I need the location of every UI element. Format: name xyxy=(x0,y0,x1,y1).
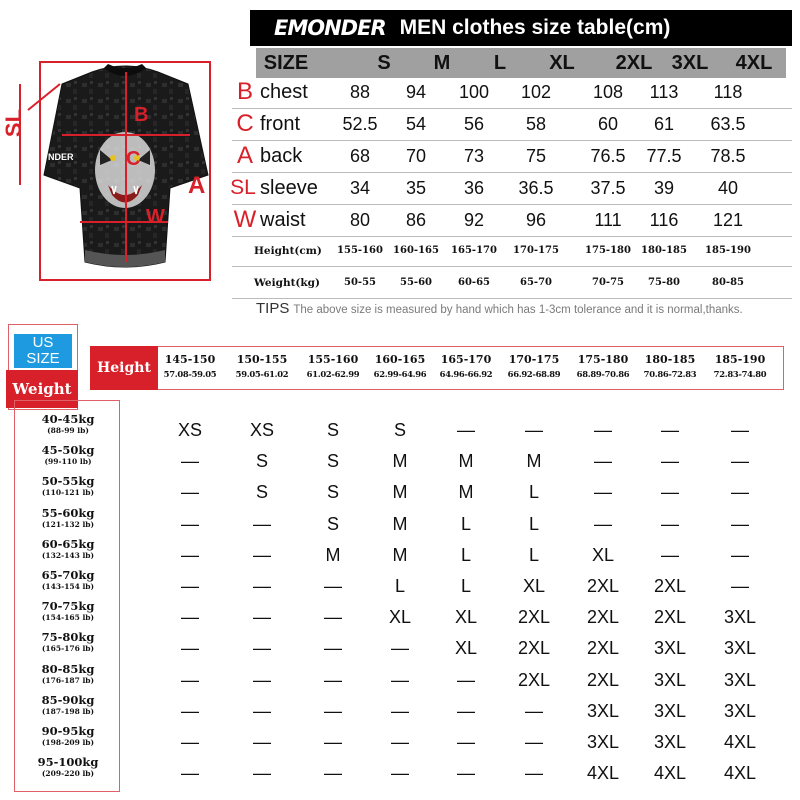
us-size-cell: 3XL xyxy=(586,732,620,752)
us-size-cell: — xyxy=(731,420,749,440)
us-size-cell: — xyxy=(594,420,612,440)
us-size-cell: — xyxy=(457,763,475,784)
measure-value: 39 xyxy=(653,178,675,198)
dimension-label-b: B xyxy=(134,104,149,126)
us-size-cell: — xyxy=(391,638,409,659)
weight-lb: (110-121 lb) xyxy=(41,488,95,498)
measure-value: 63.5 xyxy=(710,114,746,134)
us-size-cell: — xyxy=(253,638,271,659)
height-inch: 66.92-68.89 xyxy=(507,369,561,379)
us-size-cell: 3XL xyxy=(723,638,757,659)
height-cm: 185-190 xyxy=(714,353,766,366)
measure-value: 70 xyxy=(405,146,427,166)
us-size-cell: — xyxy=(391,669,409,690)
us-size-cell: — xyxy=(324,638,342,659)
row-value: 65-70 xyxy=(520,277,552,288)
us-size-cell: — xyxy=(731,576,749,596)
measure-value: 80 xyxy=(349,210,371,230)
us-size-cell: — xyxy=(391,763,409,784)
row-value: 50-55 xyxy=(344,277,376,288)
us-size-cell: 3XL xyxy=(653,638,687,659)
dimension-label-c: C xyxy=(126,148,141,170)
weight-lb: (154-165 lb) xyxy=(41,613,95,623)
weight-lb: (99-110 lb) xyxy=(44,457,92,467)
us-size-cell: L xyxy=(528,513,539,534)
us-size-cell: M xyxy=(526,451,542,472)
size-col-2xl: 2XL xyxy=(615,52,653,74)
measure-value: 96 xyxy=(525,210,547,230)
us-size-cell: — xyxy=(324,700,342,721)
weight-row-label xyxy=(18,506,118,530)
us-size-cell: — xyxy=(253,763,271,784)
height-inch: 62.99-64.96 xyxy=(373,369,427,379)
us-label: US xyxy=(32,334,54,351)
row-name: Weight(kg) xyxy=(254,277,320,289)
weight-lb: (209-220 lb) xyxy=(41,769,95,779)
row-value: 60-65 xyxy=(458,277,490,288)
measure-name: back xyxy=(260,145,303,167)
us-size-cell: — xyxy=(457,700,475,721)
us-size-cell: — xyxy=(253,669,271,690)
measure-value: 94 xyxy=(405,82,427,102)
jersey-graphic xyxy=(0,0,240,290)
size-col-l: L xyxy=(493,52,507,74)
measure-value: 75 xyxy=(525,146,547,166)
us-size-cell: — xyxy=(594,513,612,534)
us-size-cell: S xyxy=(326,420,339,440)
size-row-3 xyxy=(232,172,792,204)
weight-kg: 80-85kg xyxy=(41,661,95,676)
us-size-cell: M xyxy=(392,513,408,534)
row-value: 70-75 xyxy=(592,277,624,288)
weight-lb: (143-154 lb) xyxy=(41,582,95,591)
height-cm: 180-185 xyxy=(644,353,696,366)
us-size-cell: — xyxy=(181,732,199,752)
us-size-cell: L xyxy=(528,544,539,565)
weight-kg: 60-65kg xyxy=(41,536,95,551)
row-value: 55-60 xyxy=(400,277,432,288)
height-column xyxy=(705,352,775,381)
weight-row-label xyxy=(18,599,118,623)
measure-value: 36 xyxy=(463,178,485,198)
us-size-cell: 2XL xyxy=(517,607,551,628)
us-size-cell: — xyxy=(391,700,409,721)
us-size-cell: 3XL xyxy=(723,669,757,690)
size-header-row xyxy=(256,48,786,78)
weight-kg-row xyxy=(232,270,792,296)
size-row-0 xyxy=(232,76,792,108)
us-size-cell: L xyxy=(460,544,471,565)
us-size-cell: — xyxy=(731,482,749,503)
us-size-cell: L xyxy=(528,482,539,503)
us-size-cell: — xyxy=(253,700,271,721)
weight-lb: (132-143 lb) xyxy=(41,550,95,560)
measure-name: waist xyxy=(260,209,306,231)
weight-tag: Weight xyxy=(6,370,78,408)
row-value: 170-175 xyxy=(513,245,559,256)
weight-lb: (88-99 lb) xyxy=(47,426,89,435)
us-size-cell: — xyxy=(525,732,543,752)
weight-row-label xyxy=(18,412,118,436)
height-column xyxy=(635,352,705,381)
us-size-cell: 2XL xyxy=(586,669,620,690)
weight-row-label xyxy=(18,662,118,686)
row-value: 180-185 xyxy=(641,245,687,256)
us-size-cell: M xyxy=(392,482,408,503)
us-size-cell: 2XL xyxy=(586,638,620,659)
us-size-cell: — xyxy=(731,451,749,472)
size-col-4xl: 4XL xyxy=(735,52,773,74)
us-size-cell: — xyxy=(661,482,679,503)
measure-value: 118 xyxy=(713,82,743,102)
size-row-2 xyxy=(232,140,792,172)
us-size-cell: — xyxy=(661,544,679,565)
us-size-cell: — xyxy=(661,420,679,440)
weight-lb: (176-187 lb) xyxy=(41,675,95,685)
us-size-cell: — xyxy=(253,607,271,628)
jersey-illustration xyxy=(0,0,240,290)
us-size-cell: 2XL xyxy=(653,576,687,596)
dimension-label-w: W xyxy=(146,206,165,228)
us-size-cell: — xyxy=(391,732,409,752)
weight-lb: (187-198 lb) xyxy=(41,706,95,716)
weight-row-label xyxy=(18,568,118,592)
us-size-cell: XL xyxy=(522,576,546,596)
brand-logo: EMONDER xyxy=(274,16,386,40)
us-size-cell: 4XL xyxy=(586,763,620,784)
us-size-cell: S xyxy=(255,451,268,472)
size-label: SIZE xyxy=(26,350,60,367)
us-size-cell: — xyxy=(525,763,543,784)
weight-row-label xyxy=(18,474,118,498)
size-col-xl: XL xyxy=(549,52,575,74)
weight-row-label xyxy=(18,630,118,654)
us-size-cell: M xyxy=(458,482,474,503)
us-size-cell: XL xyxy=(454,607,478,628)
height-inch: 70.86-72.83 xyxy=(643,369,697,379)
us-size-cell: M xyxy=(325,544,341,565)
weight-kg: 50-55kg xyxy=(41,474,95,489)
row-value: 75-80 xyxy=(648,277,680,288)
measure-letter: B xyxy=(236,78,253,105)
measure-value: 102 xyxy=(520,82,552,102)
row-value: 165-170 xyxy=(451,245,497,256)
us-size-cell: — xyxy=(181,451,199,472)
us-size-cell: L xyxy=(460,576,471,596)
us-size-cell: — xyxy=(661,513,679,534)
us-size-cell: 3XL xyxy=(723,700,757,721)
us-size-cell: — xyxy=(253,732,271,752)
measure-value: 54 xyxy=(405,114,427,134)
us-size-cell: — xyxy=(181,576,199,596)
us-size-cell: 3XL xyxy=(653,700,687,721)
height-column xyxy=(431,352,501,381)
measure-name: sleeve xyxy=(260,177,318,199)
height-cm: 160-165 xyxy=(374,353,426,366)
measure-value: 86 xyxy=(405,210,427,230)
weight-kg: 45-50kg xyxy=(41,443,95,458)
us-size-cell: M xyxy=(392,451,408,472)
us-size-cell: XL xyxy=(591,544,615,565)
us-size-cell: M xyxy=(458,451,474,472)
height-column xyxy=(568,352,638,381)
measure-letter: C xyxy=(236,110,254,137)
measure-name: chest xyxy=(260,81,308,103)
dimension-label-sl: SL xyxy=(1,108,27,138)
us-size-cell: 2XL xyxy=(586,576,620,596)
us-size-cell: — xyxy=(525,700,543,721)
us-size-cell: — xyxy=(324,669,342,690)
us-size-cell: S xyxy=(326,451,339,472)
us-size-tag xyxy=(14,334,72,368)
row-value: 160-165 xyxy=(393,245,439,256)
size-col-3xl: 3XL xyxy=(671,52,709,74)
height-inch: 64.96-66.92 xyxy=(439,369,493,379)
weight-kg: 95-100kg xyxy=(37,755,99,770)
us-size-cell: — xyxy=(324,732,342,752)
measure-value: 36.5 xyxy=(518,178,554,198)
weight-kg: 40-45kg xyxy=(41,412,95,426)
us-size-cell: — xyxy=(181,700,199,721)
us-size-cell: — xyxy=(661,451,679,472)
weight-kg: 75-80kg xyxy=(41,630,95,645)
weight-kg: 85-90kg xyxy=(41,692,95,707)
height-inch: 57.08-59.05 xyxy=(163,369,217,379)
size-row-4 xyxy=(232,204,792,236)
height-column xyxy=(365,352,435,381)
us-size-cell: — xyxy=(525,420,543,440)
us-size-cell: XS xyxy=(249,420,274,440)
size-row-1 xyxy=(232,108,792,140)
dimension-label-a: A xyxy=(188,172,206,199)
measure-value: 35 xyxy=(405,178,427,198)
row-divider xyxy=(232,266,792,267)
us-size-cell: — xyxy=(731,513,749,534)
us-size-cell: — xyxy=(181,669,199,690)
measure-value: 121 xyxy=(712,210,744,230)
size-col-m: M xyxy=(433,52,451,74)
us-size-cell: — xyxy=(324,763,342,784)
us-size-cell: — xyxy=(181,763,199,784)
measure-value: 76.5 xyxy=(590,146,626,166)
us-size-cell: — xyxy=(457,669,475,690)
us-size-cell: L xyxy=(394,576,405,596)
height-inch: 59.05-61.02 xyxy=(235,369,289,379)
us-size-cell: 2XL xyxy=(653,607,687,628)
measure-value: 100 xyxy=(458,82,490,102)
measure-value: 73 xyxy=(463,146,485,166)
measure-value: 52.5 xyxy=(342,114,378,134)
height-column xyxy=(227,352,297,381)
height-inch: 61.02-62.99 xyxy=(306,369,360,379)
row-value: 185-190 xyxy=(705,245,751,256)
row-value: 175-180 xyxy=(585,245,631,256)
measure-value: 111 xyxy=(594,210,622,230)
measure-name: front xyxy=(260,113,301,135)
us-size-cell: L xyxy=(460,513,471,534)
height-inch: 72.83-74.80 xyxy=(713,369,767,379)
size-table-title: MEN clothes size table(cm) xyxy=(399,16,671,39)
height-cm: 155-160 xyxy=(307,353,359,366)
us-size-cell: 3XL xyxy=(653,669,687,690)
us-size-cell: — xyxy=(594,482,612,503)
tips-note xyxy=(256,300,796,319)
weight-kg: 55-60kg xyxy=(41,505,95,520)
measure-value: 58 xyxy=(525,114,547,134)
measure-value: 108 xyxy=(592,82,624,102)
us-size-cell: 4XL xyxy=(723,732,757,752)
row-value: 80-85 xyxy=(712,277,744,288)
height-column xyxy=(298,352,368,381)
us-size-cell: — xyxy=(731,544,749,565)
size-header-label: SIZE xyxy=(263,52,309,74)
row-divider xyxy=(232,298,792,299)
us-size-cell: — xyxy=(324,576,342,596)
weight-row-label xyxy=(18,537,118,561)
row-name: Height(cm) xyxy=(254,245,322,257)
us-size-cell: — xyxy=(181,638,199,659)
us-size-cell: 3XL xyxy=(653,732,687,752)
us-size-cell: S xyxy=(326,513,339,534)
us-size-cell: — xyxy=(181,482,199,503)
row-divider xyxy=(232,236,792,237)
us-size-cell: S xyxy=(255,482,268,503)
weight-lb: (121-132 lb) xyxy=(41,519,95,529)
us-size-cell: 2XL xyxy=(517,638,551,659)
weight-kg: 90-95kg xyxy=(41,724,95,738)
measure-value: 40 xyxy=(717,178,739,198)
size-table-title-bar xyxy=(250,10,792,46)
us-size-cell: 2XL xyxy=(586,607,620,628)
tips-label: TIPS xyxy=(256,300,290,317)
measure-value: 61 xyxy=(653,114,675,134)
us-size-cell: — xyxy=(181,513,199,534)
us-size-cell: — xyxy=(253,576,271,596)
height-cm: 165-170 xyxy=(440,353,492,366)
us-size-cell: — xyxy=(181,607,199,628)
us-size-cell: XL xyxy=(388,607,412,628)
measure-value: 77.5 xyxy=(646,146,682,166)
weight-kg: 70-75kg xyxy=(41,599,95,614)
measure-value: 56 xyxy=(463,114,485,134)
row-value: 155-160 xyxy=(337,245,383,256)
height-cm: 170-175 xyxy=(508,353,560,366)
us-size-cell: — xyxy=(594,451,612,472)
weight-row-label xyxy=(18,755,118,779)
tips-text: The above size is measured by hand which has 1-3cm tolerance and it is normal,thanks. xyxy=(293,304,743,316)
us-size-cell: M xyxy=(392,544,408,565)
us-size-cell: — xyxy=(457,420,475,440)
us-size-cell: S xyxy=(326,482,339,503)
weight-row-label xyxy=(18,724,118,748)
us-size-cell: — xyxy=(324,607,342,628)
height-cm-row xyxy=(232,238,792,264)
jersey-brand-text: NDER xyxy=(48,152,74,162)
height-tag: Height xyxy=(90,346,158,390)
us-size-cell: — xyxy=(181,544,199,565)
height-column xyxy=(499,352,569,381)
weight-row-label xyxy=(18,443,118,467)
measure-value: 113 xyxy=(649,82,679,102)
us-size-cell: S xyxy=(393,420,406,440)
us-size-cell: 2XL xyxy=(517,669,551,690)
measure-value: 60 xyxy=(597,114,619,134)
measure-value: 68 xyxy=(349,146,371,166)
measure-value: 88 xyxy=(349,82,371,102)
us-size-cell: XS xyxy=(177,420,202,440)
measure-value: 92 xyxy=(463,210,485,230)
us-size-cell: — xyxy=(457,732,475,752)
weight-kg: 65-70kg xyxy=(41,568,95,582)
height-cm: 145-150 xyxy=(164,353,216,366)
us-size-cell: 4XL xyxy=(723,763,757,784)
us-size-cell: — xyxy=(253,544,271,565)
height-cm: 150-155 xyxy=(236,353,288,366)
measure-value: 34 xyxy=(349,178,371,198)
height-inch: 68.89-70.86 xyxy=(576,369,630,379)
us-size-cell: XL xyxy=(454,638,478,659)
measure-value: 116 xyxy=(649,210,679,230)
weight-lb: (165-176 lb) xyxy=(41,644,95,654)
weight-lb: (198-209 lb) xyxy=(41,738,95,747)
measure-letter: W xyxy=(233,206,257,233)
height-column xyxy=(155,352,225,381)
us-size-cell: 3XL xyxy=(586,700,620,721)
us-size-cell: — xyxy=(253,513,271,534)
measure-value: 37.5 xyxy=(590,178,626,198)
measure-letter: A xyxy=(236,142,253,169)
measure-value: 78.5 xyxy=(710,146,746,166)
us-size-cell: 3XL xyxy=(723,607,757,628)
size-col-s: S xyxy=(377,52,391,74)
weight-row-label xyxy=(18,693,118,717)
us-size-cell: 4XL xyxy=(653,763,687,784)
height-cm: 175-180 xyxy=(577,353,629,366)
measure-letter: SL xyxy=(230,176,256,199)
